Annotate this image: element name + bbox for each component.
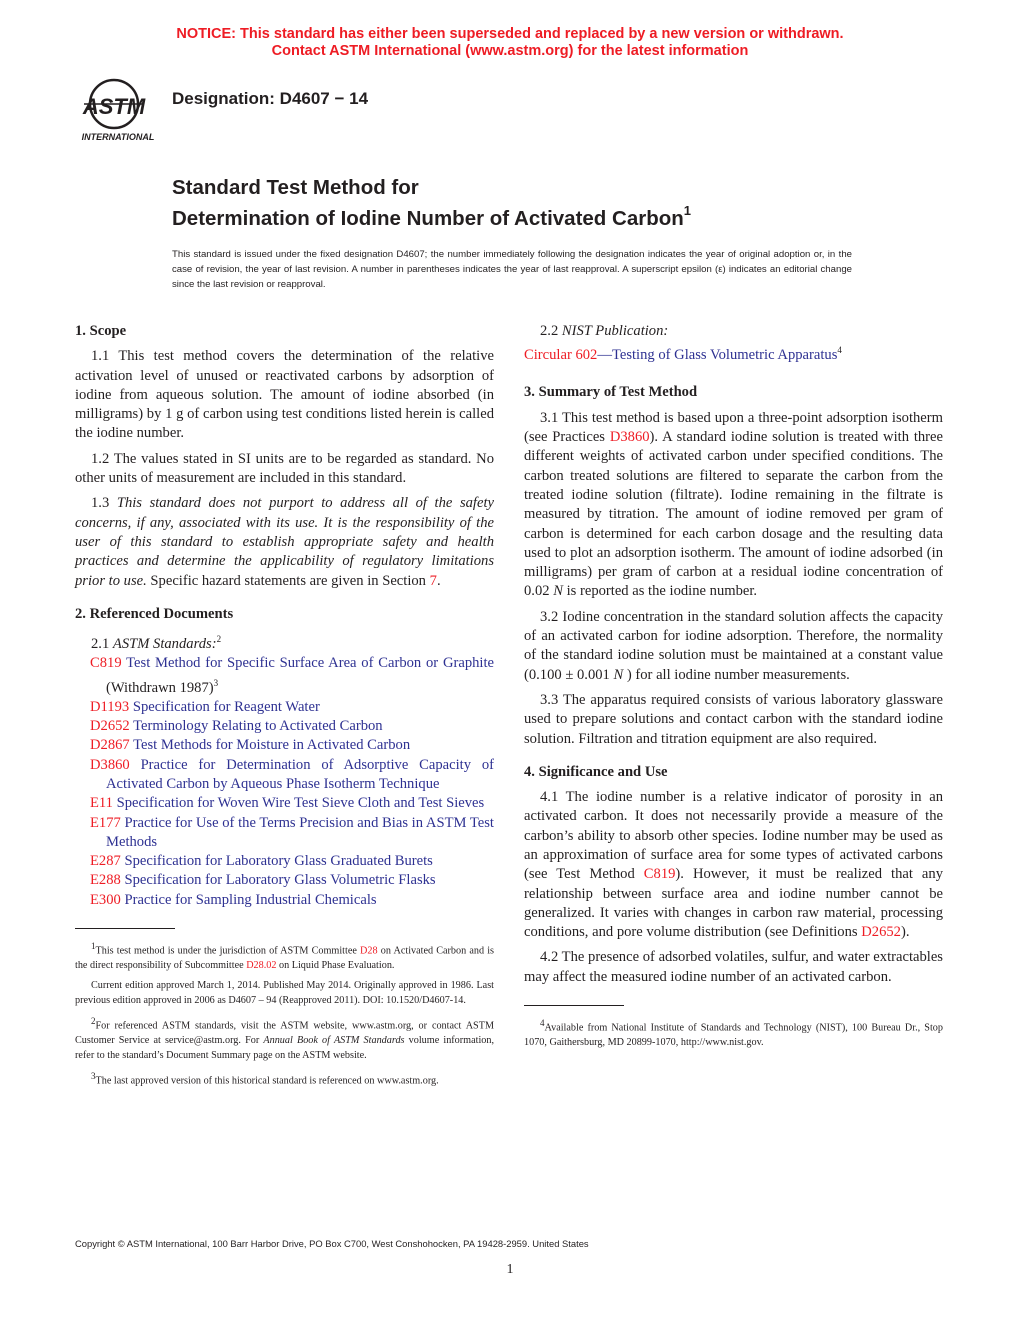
paragraph-text: ). A standard iodine solution is treated with three different weights of activated carbon under specified conditions. The carbon treated solutions are filtered to separate the carbon from the treated iodine solution (filtrate). Iodine remaining in the filtrate is measured by titration. The amount of iodine removed per gram of carbon is determined for each carbon dosage and the resulting data used to plot an adsorption isotherm. The amount of iodine adsorbed (in milligrams) per gram of carbon at a residual iodine concentration of 0.02: [524, 429, 943, 600]
paragraph-3-2: [524, 608, 943, 685]
astm-logo-icon: [74, 74, 162, 144]
paragraph-1-3: [75, 494, 494, 590]
footnote-2: [75, 1014, 494, 1063]
reference-title-link[interactable]: Practice for Determination of Adsorptive Capacity of Activated Carbon by Aqueous Phase Isotherm Technique: [106, 756, 494, 792]
footnote-text: For referenced ASTM standards, visit the ASTM website, www.astm.org, or contact ASTM Customer Service at service@astm.org. For: [75, 1020, 494, 1047]
reference-code-link[interactable]: D3860: [90, 756, 130, 773]
list-item: [75, 756, 494, 795]
paragraph-text: 4.1 The iodine number is a relative indicator of porosity in an activated carbon. It does not necessarily provide a measure of the carbon’s ability to absorb other species. Iodine number may be used as an approximation of surface area for some types of activated carbons (see Test Method: [524, 789, 943, 883]
footnote-mark: 2: [91, 1016, 96, 1027]
c819-link[interactable]: C819: [643, 866, 676, 883]
reference-list: [75, 654, 494, 910]
nist-title-link[interactable]: —Testing of Glass Volumetric Apparatus: [597, 347, 838, 364]
footnote-italic: Annual Book of ASTM Standards: [263, 1035, 405, 1047]
normality-symbol: N: [613, 666, 624, 683]
nist-circular-link[interactable]: Circular 602: [524, 347, 598, 364]
subcommittee-link[interactable]: D28.02: [246, 959, 277, 971]
subsection-label: ASTM Standards:: [112, 636, 217, 653]
list-item: [75, 736, 494, 755]
list-item: [75, 871, 494, 890]
reference-note: (Withdrawn 1987): [106, 679, 214, 696]
paragraph-text: Specific hazard statements are given in Section: [150, 572, 426, 589]
title-line-1: Standard Test Method for: [172, 176, 419, 199]
reference-code-link[interactable]: D2652: [90, 718, 130, 735]
reference-title-link[interactable]: Practice for Use of the Terms Precision and Bias in ASTM Test Methods: [106, 814, 494, 850]
reference-code-link[interactable]: E288: [90, 872, 121, 889]
footnote-text: The last approved version of this historical standard is referenced on www.astm.org.: [95, 1075, 439, 1087]
page-title: [172, 175, 932, 231]
left-column: [75, 322, 494, 1095]
preamble: This standard is issued under the fixed designation D4607; the number immediately following the designation indicates the year of original adoption or, in the case of revision, the year of last revision. A number in parentheses indicates the year of last reapproval. A superscript epsilon (ε) indicates an editorial change since the last revision or reapproval.: [172, 249, 852, 290]
footnote-mark: 4: [837, 345, 842, 356]
footnote-text: Available from National Institute of Standards and Technology (NIST), 100 Bureau Dr., Stop 1070, Gaithersburg, MD 20899-1070, http://www.nist.gov.: [524, 1022, 943, 1048]
section-heading-significance: 4. Significance and Use: [524, 763, 668, 780]
footnote-3: [75, 1069, 494, 1089]
title-footnote-mark: 1: [683, 203, 692, 218]
reference-code-link[interactable]: C819: [90, 655, 122, 672]
reference-title-link[interactable]: Terminology Relating to Activated Carbon: [133, 718, 383, 735]
section-heading-summary: 3. Summary of Test Method: [524, 384, 698, 401]
paragraph-4-2: 4.2 The presence of adsorbed volatiles, sulfur, and water extractables may affect the measured iodine number of an activated carbon.: [524, 949, 943, 985]
nist-reference-list: [524, 341, 943, 365]
paragraph-end: .: [436, 572, 441, 589]
reference-title-link[interactable]: Practice for Sampling Industrial Chemicals: [124, 891, 377, 908]
reference-title-link[interactable]: Test Method for Specific Surface Area of Carbon or Graphite: [126, 655, 494, 672]
paragraph-text: ).: [900, 924, 910, 941]
list-item: [75, 654, 494, 697]
committee-link[interactable]: D28: [360, 945, 378, 957]
paragraph-4-1: [524, 788, 943, 942]
subsection-label: NIST Publication:: [561, 323, 669, 339]
paragraph-text: ). However, it must be realized that any relationship between surface area and iodine number cannot be generalized. It varies with changes in carbon raw material, processing conditions, and pore volume distribution (see Definitions: [524, 866, 943, 941]
copyright-line: Copyright © ASTM International, 100 Barr Harbor Drive, PO Box C700, West Conshohocken, PA 19428-2959. United States: [75, 1238, 589, 1249]
footnote-4: [524, 1016, 943, 1050]
list-item: [524, 341, 943, 365]
footnote-edition: Current edition approved March 1, 2014. Published May 2014. Originally approved in 1986. Last previous edition approved in 2006 as D4607 – 94 (Reapproved 2011). DOI: 10.1520/D4607-14.: [75, 980, 494, 1006]
footnote-text: on Liquid Phase Evaluation.: [279, 959, 395, 971]
footnote-separator: [524, 1005, 624, 1006]
list-item: [75, 698, 494, 717]
paragraph-3-1: [524, 409, 943, 602]
subsection-number: 2.1: [91, 636, 110, 653]
d2652-link[interactable]: D2652: [861, 924, 901, 941]
withdrawal-notice: [0, 26, 1020, 60]
astm-standards-label: [75, 630, 494, 654]
paragraph-1-2: 1.2 The values stated in SI units are to be regarded as standard. No other units of measurement are included in this standard.: [75, 450, 494, 487]
nist-publication-label: [524, 322, 943, 341]
paragraph-text: ) for all iodine number measurements.: [626, 666, 850, 683]
reference-code-link[interactable]: D1193: [90, 698, 130, 715]
paragraph-number: 1.3: [91, 495, 110, 512]
section-heading-referenced: 2. Referenced Documents: [75, 605, 234, 622]
safety-statement: This standard does not purport to address all of the safety concerns, if any, associated with its use. It is the responsibility of the user of this standard to establish appropriate safety and health practices and determine the applicability of regulatory limitations prior to use.: [75, 495, 494, 589]
footnote-text: volume information, refer to the standard’s Document Summary page on the ASTM website.: [75, 1035, 495, 1061]
reference-code-link[interactable]: E287: [90, 853, 121, 870]
page-number: 1: [506, 1262, 514, 1277]
footnote-mark: 4: [540, 1018, 545, 1029]
footnote-mark: 3: [213, 677, 219, 688]
footnote-mark: 3: [91, 1071, 96, 1082]
paragraph-text: 3.1 This test method is based upon a three-point adsorption isotherm (see Practices: [524, 409, 943, 446]
reference-title-link[interactable]: Specification for Laboratory Glass Volumetric Flasks: [124, 872, 436, 889]
notice-line-2: Contact ASTM International (www.astm.org) for the latest information: [271, 43, 749, 59]
reference-code-link[interactable]: E11: [90, 795, 113, 812]
logo-text: ASTM: [82, 94, 146, 119]
reference-code-link[interactable]: D2867: [90, 737, 130, 754]
footnote-1: [75, 939, 494, 973]
right-column: [524, 322, 943, 1056]
footnote-mark: 1: [91, 941, 96, 952]
reference-title-link[interactable]: Specification for Woven Wire Test Sieve Cloth and Test Sieves: [116, 795, 485, 812]
list-item: [75, 891, 494, 910]
paragraph-1-1: 1.1 This test method covers the determination of the relative activation level of unused or reactivated carbons by adsorption of iodine from aqueous solution. The amount of iodine absorbed (in milligrams) by 1 g of carbon using test conditions listed herein is called the iodine number.: [75, 348, 494, 442]
normality-symbol: N: [553, 583, 563, 600]
title-line-2: Determination of Iodine Number of Activated Carbon: [172, 206, 684, 230]
footnote-separator: [75, 928, 175, 929]
logo-subtext: INTERNATIONAL: [81, 132, 155, 142]
notice-line-1: NOTICE: This standard has either been superseded and replaced by a new version or withdrawn.: [176, 26, 844, 42]
reference-title-link[interactable]: Specification for Reagent Water: [132, 698, 320, 715]
reference-code-link[interactable]: E300: [90, 891, 121, 908]
subsection-number: 2.2: [540, 323, 559, 339]
list-item: [75, 717, 494, 736]
reference-title-link[interactable]: Specification for Laboratory Glass Graduated Burets: [124, 853, 433, 870]
section-heading-scope: 1. Scope: [75, 323, 127, 339]
d3860-link[interactable]: D3860: [609, 429, 650, 446]
paragraph-text: 3.2 Iodine concentration in the standard solution affects the capacity of an activated carbon for iodine adsorption. Therefore, the normality of the standard iodine solution must be maintained at a constant value (0.100 ± 0.001: [524, 608, 943, 683]
reference-title-link[interactable]: Test Methods for Moisture in Activated Carbon: [133, 737, 411, 754]
list-item: [75, 794, 494, 813]
paragraph-3-3: 3.3 The apparatus required consists of various laboratory glassware used to prepare solutions and contact carbon with the standard iodine solution. Filtration and titration equipment are also required.: [524, 691, 943, 747]
section-7-link[interactable]: 7: [429, 572, 437, 589]
designation: Designation: D4607 − 14: [172, 89, 369, 108]
footnote-text: on Activated Carbon and is the direct responsibility of Subcommittee: [75, 945, 494, 971]
footnote-text: This test method is under the jurisdiction of ASTM Committee: [95, 945, 357, 957]
reference-code-link[interactable]: E177: [90, 814, 121, 831]
list-item: [75, 852, 494, 871]
paragraph-text: is reported as the iodine number.: [566, 583, 758, 600]
footnote-mark: 2: [216, 634, 222, 645]
list-item: [75, 814, 494, 853]
